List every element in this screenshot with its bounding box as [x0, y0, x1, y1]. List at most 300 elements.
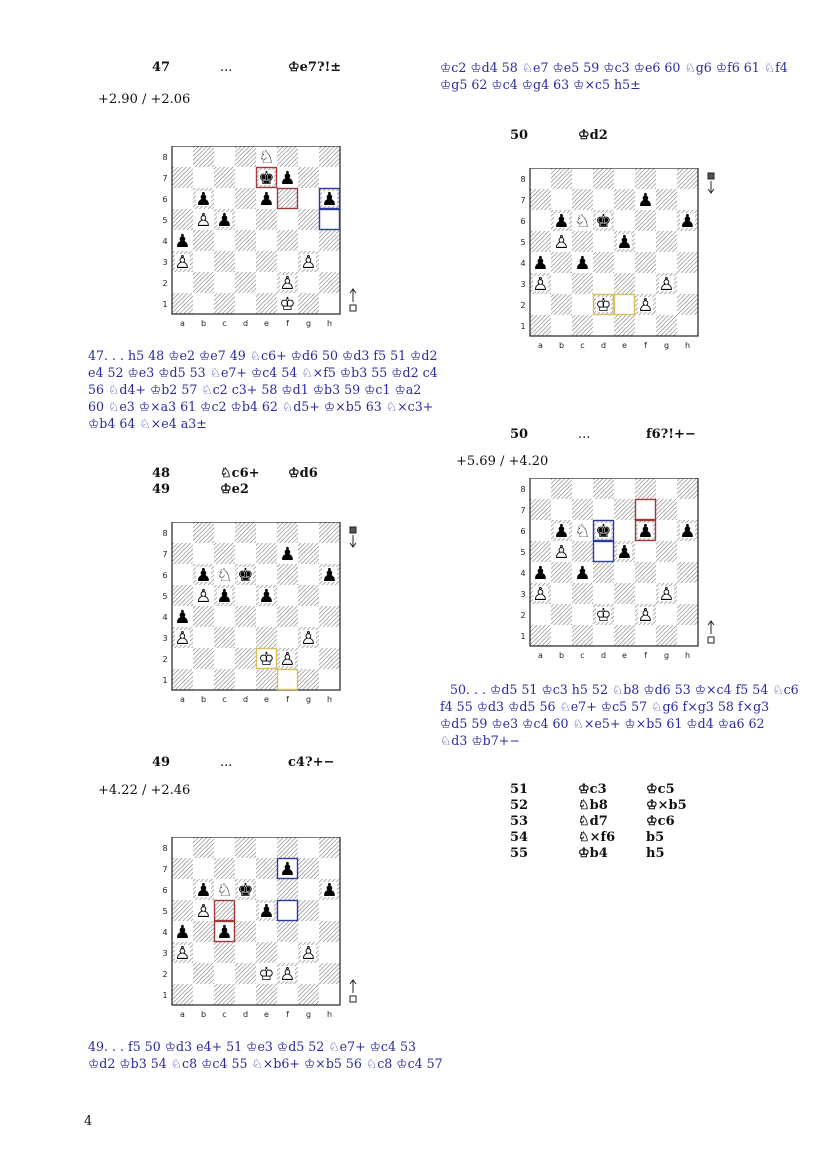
- rank-label: 4: [162, 928, 168, 937]
- variation-line: 50. . . ♔d5 51 ♔c3 h5 52 ♘b8 ♔d6 53 ♔×c4 f5 54 ♘c6: [450, 682, 799, 697]
- file-label: a: [180, 1010, 185, 1019]
- rank-label: 3: [162, 949, 168, 958]
- variation-line: f4 55 ♔d3 ♔d5 56 ♘e7+ ♔c5 57 ♘g6 f×g3 58 f×g3: [440, 699, 770, 714]
- light-square: [319, 167, 340, 188]
- rank-label: 8: [162, 844, 168, 853]
- light-square: [656, 210, 677, 231]
- light-square: [298, 230, 319, 251]
- dark-square: [530, 189, 551, 210]
- rank-label: 8: [520, 175, 526, 184]
- light-square: [235, 627, 256, 648]
- variation-line: 56 ♘d4+ ♔b2 57 ♘c2 c3+ 58 ♔d1 ♔b3 59 ♔c1 ♔a2: [88, 382, 422, 397]
- dark-square: [319, 522, 340, 543]
- light-square: [656, 562, 677, 583]
- rank-label: 5: [162, 907, 168, 916]
- light-square: [193, 942, 214, 963]
- file-label: d: [242, 319, 249, 328]
- light-square: [572, 168, 593, 189]
- file-label: d: [242, 695, 249, 704]
- light-square: [277, 942, 298, 963]
- dark-square: [235, 921, 256, 942]
- rank-label: 5: [162, 216, 168, 225]
- dark-square: [214, 984, 235, 1005]
- white-king-icon: ♔: [595, 295, 612, 316]
- light-square: [277, 900, 298, 921]
- file-label: f: [644, 651, 647, 660]
- variation-line: ♔b4 64 ♘×e4 a3±: [88, 416, 207, 431]
- dark-square: [298, 669, 319, 690]
- dark-square: [277, 879, 298, 900]
- dark-square: [635, 478, 656, 499]
- file-label: e: [264, 695, 269, 704]
- light-square: [593, 499, 614, 520]
- black-pawn-icon: ♟: [532, 563, 549, 584]
- rank-label: 6: [520, 217, 526, 226]
- light-square: [298, 564, 319, 585]
- light-square: [298, 606, 319, 627]
- light-square: [319, 585, 340, 606]
- black-pawn-icon: ♟: [195, 189, 212, 210]
- light-square: [256, 522, 277, 543]
- dark-square: [572, 315, 593, 336]
- light-square: [572, 478, 593, 499]
- light-square: [593, 541, 614, 562]
- light-square: [256, 230, 277, 251]
- dark-square: [656, 541, 677, 562]
- dark-square: [614, 189, 635, 210]
- dark-square: [551, 252, 572, 273]
- rank-label: 2: [162, 970, 168, 979]
- file-label: f: [644, 341, 647, 350]
- file-label: a: [538, 341, 543, 350]
- dark-square: [235, 272, 256, 293]
- white-pawn-icon: ♙: [532, 274, 549, 295]
- variation-line: ♔d5 59 ♔e3 ♔c4 60 ♘×e5+ ♔×b5 61 ♔d4 ♔a6 62: [440, 716, 765, 731]
- light-square: [530, 604, 551, 625]
- black-pawn-icon: ♟: [321, 565, 338, 586]
- dark-square: [572, 231, 593, 252]
- dark-square: [656, 499, 677, 520]
- dark-square: [530, 315, 551, 336]
- light-square: [593, 273, 614, 294]
- dark-square: [235, 837, 256, 858]
- black-pawn-icon: ♟: [174, 922, 191, 943]
- rank-label: 8: [520, 485, 526, 494]
- black-pawn-icon: ♟: [258, 189, 275, 210]
- rank-label: 5: [520, 548, 526, 557]
- black-pawn-icon: ♟: [321, 189, 338, 210]
- dark-square: [614, 625, 635, 646]
- file-label: d: [242, 1010, 249, 1019]
- light-square: [172, 522, 193, 543]
- dark-square: [256, 543, 277, 564]
- dark-square: [235, 188, 256, 209]
- light-square: [172, 272, 193, 293]
- light-square: [277, 984, 298, 1005]
- light-square: [235, 984, 256, 1005]
- light-square: [214, 837, 235, 858]
- light-square: [298, 879, 319, 900]
- dark-square: [256, 627, 277, 648]
- dark-square: [235, 963, 256, 984]
- dark-square: [235, 648, 256, 669]
- white-pawn-icon: ♙: [300, 628, 317, 649]
- rank-label: 6: [162, 571, 168, 580]
- light-square: [256, 879, 277, 900]
- dark-square: [572, 273, 593, 294]
- dark-square: [319, 837, 340, 858]
- dark-square: [256, 251, 277, 272]
- rank-label: 2: [162, 655, 168, 664]
- light-square: [193, 627, 214, 648]
- light-square: [319, 293, 340, 314]
- white-knight-icon: ♘: [574, 211, 591, 232]
- light-square: [214, 606, 235, 627]
- move-number: 54: [510, 830, 529, 845]
- white-pawn-icon: ♙: [532, 584, 549, 605]
- light-square: [298, 272, 319, 293]
- file-label: a: [180, 319, 185, 328]
- file-label: b: [558, 651, 565, 660]
- rank-label: 2: [162, 279, 168, 288]
- light-square: [298, 146, 319, 167]
- light-square: [614, 252, 635, 273]
- black-king-icon: ♚: [258, 168, 275, 189]
- light-square: [235, 942, 256, 963]
- white-move: ♘c6+: [220, 466, 260, 481]
- light-square: [298, 921, 319, 942]
- light-square: [193, 293, 214, 314]
- light-square: [298, 648, 319, 669]
- file-label: c: [222, 695, 227, 704]
- dark-square: [593, 478, 614, 499]
- light-square: [614, 294, 635, 315]
- file-label: a: [180, 695, 185, 704]
- light-square: [319, 900, 340, 921]
- rank-label: 4: [520, 569, 526, 578]
- white-pawn-icon: ♙: [279, 273, 296, 294]
- white-knight-icon: ♘: [216, 565, 233, 586]
- light-square: [551, 625, 572, 646]
- dark-square: [635, 210, 656, 231]
- dark-square: [193, 648, 214, 669]
- black-pawn-icon: ♟: [258, 901, 275, 922]
- light-square: [235, 293, 256, 314]
- variation-line: ♔d2 ♔b3 54 ♘c8 ♔c4 55 ♘×b6+ ♔×b5 56 ♘c8 ♔c4 57: [88, 1056, 443, 1071]
- light-square: [635, 315, 656, 336]
- white-move: ♔c3: [578, 782, 607, 797]
- black-pawn-icon: ♟: [679, 521, 696, 542]
- dark-square: [277, 564, 298, 585]
- move-number: 50: [510, 128, 529, 143]
- file-label: d: [600, 341, 607, 350]
- light-square: [214, 522, 235, 543]
- dark-square: [214, 251, 235, 272]
- black-pawn-icon: ♟: [279, 168, 296, 189]
- light-square: [298, 188, 319, 209]
- variation-line: e4 52 ♔e3 ♔d5 53 ♘e7+ ♔c4 54 ♘×f5 ♔b3 55 ♔d2 c4: [88, 365, 438, 380]
- light-square: [551, 273, 572, 294]
- move-dots: ...: [220, 755, 233, 770]
- light-square: [214, 146, 235, 167]
- light-square: [298, 837, 319, 858]
- dark-square: [214, 543, 235, 564]
- dark-square: [214, 942, 235, 963]
- dark-square: [256, 209, 277, 230]
- chess-diagram-3: [156, 837, 366, 1019]
- move-number: 51: [510, 782, 529, 797]
- dark-square: [235, 230, 256, 251]
- light-square: [635, 583, 656, 604]
- dark-square: [298, 984, 319, 1005]
- file-label: e: [264, 319, 269, 328]
- light-square: [551, 189, 572, 210]
- white-king-icon: ♔: [279, 294, 296, 315]
- black-move: ♔c5: [646, 782, 675, 797]
- dark-square: [256, 293, 277, 314]
- light-square: [656, 520, 677, 541]
- file-label: f: [286, 319, 289, 328]
- rank-label: 3: [520, 590, 526, 599]
- rank-label: 2: [520, 301, 526, 310]
- rank-label: 5: [162, 592, 168, 601]
- file-label: h: [326, 1010, 333, 1019]
- dark-square: [298, 293, 319, 314]
- white-pawn-icon: ♙: [174, 943, 191, 964]
- dark-square: [319, 963, 340, 984]
- dark-square: [172, 293, 193, 314]
- dark-square: [172, 209, 193, 230]
- light-square: [635, 541, 656, 562]
- black-to-move-icon: [350, 527, 356, 547]
- light-square: [172, 648, 193, 669]
- dark-square: [530, 499, 551, 520]
- dark-square: [277, 522, 298, 543]
- light-square: [193, 167, 214, 188]
- light-square: [235, 858, 256, 879]
- white-pawn-icon: ♙: [300, 943, 317, 964]
- dark-square: [614, 499, 635, 520]
- dark-square: [551, 294, 572, 315]
- move-number: 52: [510, 798, 529, 813]
- file-label: b: [200, 319, 207, 328]
- black-pawn-icon: ♟: [321, 880, 338, 901]
- dark-square: [677, 168, 698, 189]
- dark-square: [298, 209, 319, 230]
- light-square: [277, 585, 298, 606]
- file-label: g: [305, 319, 312, 328]
- black-move: ♔×b5: [646, 798, 687, 813]
- dark-square: [319, 606, 340, 627]
- dark-square: [277, 606, 298, 627]
- light-square: [614, 520, 635, 541]
- black-move: h5: [646, 846, 665, 861]
- dark-square: [656, 625, 677, 646]
- light-square: [172, 146, 193, 167]
- dark-square: [572, 583, 593, 604]
- dark-square: [298, 585, 319, 606]
- white-to-move-icon: [350, 289, 356, 311]
- variation-line: 60 ♘e3 ♔×a3 61 ♔c2 ♔b4 62 ♘d5+ ♔×b5 63 ♘×c3+: [88, 399, 434, 414]
- light-square: [656, 478, 677, 499]
- rank-label: 4: [520, 259, 526, 268]
- file-label: g: [663, 341, 670, 350]
- light-square: [635, 499, 656, 520]
- file-label: g: [305, 1010, 312, 1019]
- rank-label: 1: [520, 322, 526, 331]
- light-square: [298, 522, 319, 543]
- light-square: [214, 188, 235, 209]
- light-square: [193, 858, 214, 879]
- dark-square: [193, 606, 214, 627]
- file-label: c: [222, 319, 227, 328]
- dark-square: [277, 230, 298, 251]
- light-square: [235, 209, 256, 230]
- light-square: [235, 585, 256, 606]
- chess-diagram-4: [514, 168, 724, 350]
- dark-square: [593, 562, 614, 583]
- white-knight-icon: ♘: [216, 880, 233, 901]
- black-pawn-icon: ♟: [258, 586, 275, 607]
- rank-label: 4: [162, 237, 168, 246]
- black-pawn-icon: ♟: [637, 521, 654, 542]
- dark-square: [677, 562, 698, 583]
- rank-label: 8: [162, 529, 168, 538]
- light-square: [319, 543, 340, 564]
- light-square: [614, 478, 635, 499]
- white-pawn-icon: ♙: [279, 649, 296, 670]
- dark-square: [551, 478, 572, 499]
- white-move: ♘d7: [578, 814, 608, 829]
- white-king-icon: ♔: [258, 649, 275, 670]
- light-square: [319, 942, 340, 963]
- variation-line: 49. . . f5 50 ♔d3 e4+ 51 ♔e3 ♔d5 52 ♘e7+ ♔c4 53: [88, 1039, 417, 1054]
- file-label: b: [558, 341, 565, 350]
- dark-square: [572, 541, 593, 562]
- dark-square: [172, 858, 193, 879]
- white-pawn-icon: ♙: [553, 542, 570, 563]
- black-pawn-icon: ♟: [195, 880, 212, 901]
- dark-square: [614, 583, 635, 604]
- dark-square: [277, 188, 298, 209]
- rank-label: 4: [162, 613, 168, 622]
- dark-square: [214, 669, 235, 690]
- light-square: [193, 251, 214, 272]
- chess-diagram-5: [514, 478, 724, 660]
- light-square: [677, 625, 698, 646]
- rank-label: 3: [520, 280, 526, 289]
- dark-square: [298, 167, 319, 188]
- dark-square: [677, 294, 698, 315]
- light-square: [551, 315, 572, 336]
- light-square: [172, 879, 193, 900]
- dark-square: [677, 604, 698, 625]
- rank-label: 6: [162, 195, 168, 204]
- dark-square: [193, 921, 214, 942]
- move-number: 49: [152, 755, 171, 770]
- black-pawn-icon: ♟: [279, 544, 296, 565]
- black-pawn-icon: ♟: [574, 253, 591, 274]
- light-square: [256, 272, 277, 293]
- light-square: [614, 168, 635, 189]
- light-square: [530, 294, 551, 315]
- light-square: [677, 541, 698, 562]
- engine-eval: +4.22 / +2.46: [98, 783, 191, 798]
- dark-square: [656, 315, 677, 336]
- light-square: [656, 294, 677, 315]
- black-pawn-icon: ♟: [679, 211, 696, 232]
- move-number: 55: [510, 846, 529, 861]
- dark-square: [277, 837, 298, 858]
- dark-square: [593, 168, 614, 189]
- light-square: [551, 499, 572, 520]
- black-pawn-icon: ♟: [174, 607, 191, 628]
- black-pawn-icon: ♟: [216, 210, 233, 231]
- dark-square: [656, 189, 677, 210]
- black-move: b5: [646, 830, 665, 845]
- dark-square: [635, 168, 656, 189]
- move-number: 49: [152, 482, 171, 497]
- dark-square: [235, 146, 256, 167]
- move-dots: ...: [578, 427, 591, 442]
- black-king-icon: ♚: [595, 211, 612, 232]
- white-move: ♘×f6: [578, 830, 616, 845]
- file-label: c: [222, 1010, 227, 1019]
- file-label: c: [580, 651, 585, 660]
- light-square: [677, 499, 698, 520]
- white-pawn-icon: ♙: [195, 586, 212, 607]
- light-square: [214, 963, 235, 984]
- black-pawn-icon: ♟: [279, 859, 296, 880]
- file-label: b: [200, 1010, 207, 1019]
- file-label: g: [663, 651, 670, 660]
- white-king-icon: ♔: [595, 605, 612, 626]
- light-square: [656, 604, 677, 625]
- dark-square: [572, 189, 593, 210]
- dark-square: [298, 543, 319, 564]
- move-number: 53: [510, 814, 529, 829]
- black-move: ♔c6: [646, 814, 675, 829]
- black-pawn-icon: ♟: [553, 211, 570, 232]
- dark-square: [298, 858, 319, 879]
- black-pawn-icon: ♟: [637, 190, 654, 211]
- variation-line: ♔c2 ♔d4 58 ♘e7 ♔e5 59 ♔c3 ♔e6 60 ♘g6 ♔f6 61 ♘f4: [440, 60, 788, 75]
- white-move: ♘b8: [578, 798, 608, 813]
- dark-square: [256, 984, 277, 1005]
- light-square: [319, 858, 340, 879]
- black-pawn-icon: ♟: [616, 542, 633, 563]
- dark-square: [614, 273, 635, 294]
- light-square: [635, 231, 656, 252]
- variation-line: ♘d3 ♔b7+−: [440, 733, 520, 748]
- rank-label: 1: [162, 676, 168, 685]
- black-pawn-icon: ♟: [216, 922, 233, 943]
- light-square: [593, 583, 614, 604]
- light-square: [614, 210, 635, 231]
- light-square: [319, 251, 340, 272]
- black-king-icon: ♚: [595, 521, 612, 542]
- light-square: [677, 273, 698, 294]
- rank-label: 5: [520, 238, 526, 247]
- dark-square: [214, 627, 235, 648]
- light-square: [193, 543, 214, 564]
- rank-label: 2: [520, 611, 526, 620]
- dark-square: [551, 604, 572, 625]
- light-square: [235, 900, 256, 921]
- dark-square: [319, 230, 340, 251]
- light-square: [256, 606, 277, 627]
- light-square: [277, 209, 298, 230]
